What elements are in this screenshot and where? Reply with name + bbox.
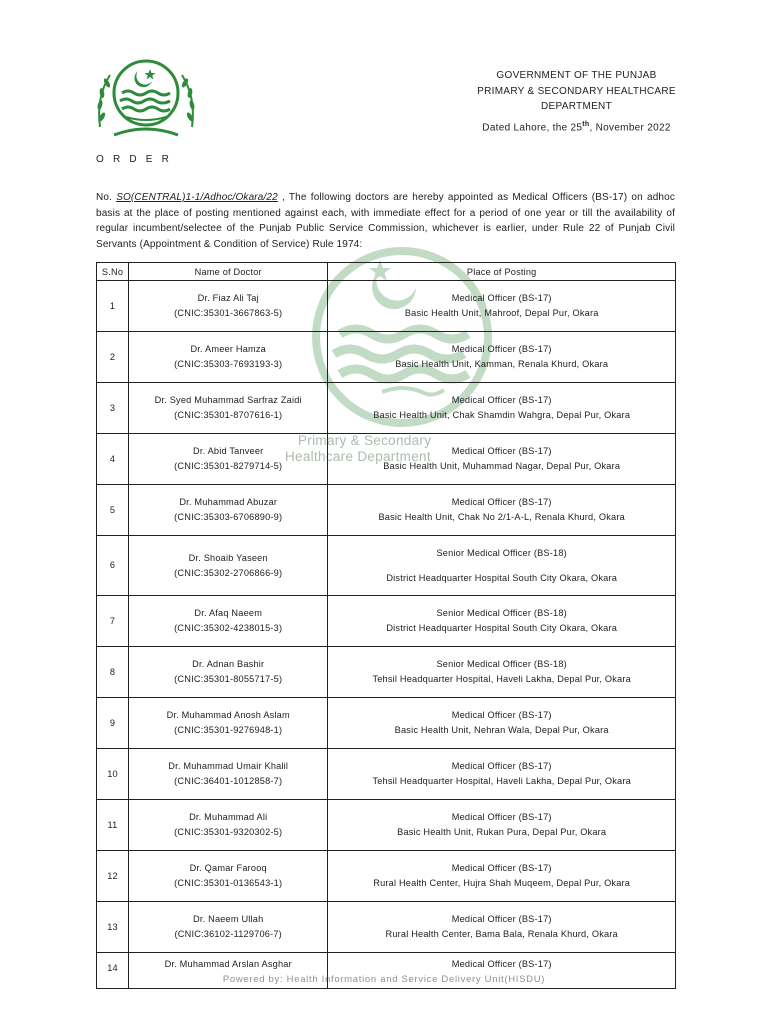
table-row: [97, 434, 676, 485]
row-sno: 3: [97, 383, 129, 434]
posting-place: Tehsil Headquarter Hospital, Haveli Lakha, Depal Pur, Okara: [372, 776, 631, 786]
table-row: [97, 698, 676, 749]
doctors-posting-table: [96, 262, 676, 989]
posting-designation: Medical Officer (BS-17): [451, 344, 552, 354]
department-header: [470, 68, 683, 135]
doctor-cell: [129, 332, 328, 383]
posting-designation: Senior Medical Officer (BS-18): [436, 659, 567, 669]
table-row: [97, 647, 676, 698]
table-row: [97, 596, 676, 647]
posting-cell: [328, 749, 676, 800]
doctor-cell: [129, 749, 328, 800]
doctor-name: Dr. Muhammad Abuzar: [179, 497, 278, 507]
order-body-text: , The following doctors are hereby appointed as Medical Officers (BS-17) on adhoc basis at the place of posting mentioned against each, with immediate effect for a period of one year or till the availability of regular incumbent/selectee of the Punjab Public Service Commission, whichever is earlier, under Rule 22 of Punjab Civil Servants (Appointment & Condition of Service) Rule 1974:: [96, 192, 675, 250]
doctor-cell: [129, 536, 328, 596]
doctor-cell: [129, 434, 328, 485]
row-sno: 11: [97, 800, 129, 851]
order-reference: SO(CENTRAL)1-1/Adhoc/Okara/22: [116, 192, 278, 203]
posting-place: Basic Health Unit, Kamman, Renala Khurd, Okara: [395, 359, 609, 369]
posting-cell: [328, 851, 676, 902]
posting-cell: [328, 485, 676, 536]
watermark-text-line2: Healthcare Department: [285, 449, 431, 464]
doctor-cell: [129, 698, 328, 749]
doctor-name: Dr. Muhammad Arslan Asghar: [164, 959, 292, 969]
posting-cell: [328, 647, 676, 698]
doctor-cnic: (CNIC:35303-7693193-3): [174, 359, 283, 369]
posting-place: Basic Health Unit, Mahroof, Depal Pur, Okara: [404, 308, 599, 318]
posting-place: Rural Health Center, Hujra Shah Muqeem, Depal Pur, Okara: [373, 878, 631, 888]
doctor-name: Dr. Syed Muhammad Sarfraz Zaidi: [154, 395, 302, 405]
row-sno: 12: [97, 851, 129, 902]
table-row: [97, 281, 676, 332]
doctor-cell: [129, 902, 328, 953]
posting-cell: [328, 434, 676, 485]
row-sno: 14: [97, 953, 129, 989]
table-row: [97, 851, 676, 902]
posting-cell: [328, 902, 676, 953]
doctor-name: Dr. Muhammad Anosh Aslam: [166, 710, 290, 720]
header-sno: S.No: [97, 263, 129, 281]
doctor-cnic: (CNIC:35301-3667863-5): [174, 308, 283, 318]
doctor-name: Dr. Qamar Farooq: [189, 863, 267, 873]
punjab-emblem-logo: [92, 57, 200, 141]
doctor-name: Dr. Muhammad Umair Khalil: [168, 761, 289, 771]
posting-designation: Medical Officer (BS-17): [451, 863, 552, 873]
watermark-text-line1: Primary & Secondary: [298, 433, 432, 448]
posting-cell: [328, 281, 676, 332]
posting-place: District Headquarter Hospital South City Okara, Okara: [386, 623, 618, 633]
dated-line: [470, 117, 683, 136]
posting-designation: Medical Officer (BS-17): [451, 395, 552, 405]
row-sno: 1: [97, 281, 129, 332]
doctor-cnic: (CNIC:35301-0136543-1): [174, 878, 283, 888]
table-row: [97, 800, 676, 851]
doctor-cnic: (CNIC:35302-2706866-9): [174, 567, 283, 578]
doctor-cnic: (CNIC:35302-4238015-3): [174, 623, 283, 633]
doctor-name: Dr. Naeem Ullah: [193, 914, 264, 924]
doctor-cnic: (CNIC:35301-9320302-5): [174, 827, 283, 837]
doctor-cnic: (CNIC:35303-6706890-9): [174, 512, 283, 522]
posting-cell: [328, 698, 676, 749]
row-sno: 6: [97, 536, 129, 596]
order-title: O R D E R: [96, 154, 173, 165]
posting-designation: Medical Officer (BS-17): [451, 710, 552, 720]
posting-designation: Senior Medical Officer (BS-18): [436, 608, 567, 618]
doctor-cnic: (CNIC:36102-1129706-7): [174, 929, 282, 939]
doctor-cell: [129, 596, 328, 647]
posting-place: Basic Health Unit, Nehran Wala, Depal Pur, Okara: [394, 725, 609, 735]
doctor-cell: [129, 647, 328, 698]
footer-powered-by: Powered by: Health Information and Service Delivery Unit(HISDU): [222, 974, 546, 985]
posting-place: Tehsil Headquarter Hospital, Haveli Lakha, Depal Pur, Okara: [372, 674, 631, 684]
order-no-prefix: No.: [96, 192, 117, 203]
doctor-name: Dr. Muhammad Ali: [189, 812, 268, 822]
posting-place: Basic Health Unit, Rukan Pura, Depal Pur, Okara: [397, 827, 607, 837]
doctor-name: Dr. Adnan Bashir: [192, 659, 265, 669]
posting-cell: [328, 536, 676, 596]
doctor-cnic: (CNIC:36401-1012858-7): [174, 776, 283, 786]
header-line-department-2: DEPARTMENT: [541, 101, 612, 112]
posting-designation: Medical Officer (BS-17): [451, 914, 552, 924]
doctor-cell: [129, 383, 328, 434]
header-line-government: GOVERNMENT OF THE PUNJAB: [496, 70, 657, 81]
doctor-cnic: (CNIC:35301-8707616-1): [174, 410, 283, 420]
posting-designation: Medical Officer (BS-17): [451, 812, 552, 822]
posting-cell: [328, 332, 676, 383]
row-sno: 8: [97, 647, 129, 698]
doctor-name: Dr. Afaq Naeem: [194, 608, 263, 618]
table-row: [97, 383, 676, 434]
posting-designation: Medical Officer (BS-17): [451, 446, 552, 456]
doctor-name: Dr. Ameer Hamza: [190, 344, 266, 354]
posting-cell: [328, 800, 676, 851]
table-row: [97, 485, 676, 536]
row-sno: 7: [97, 596, 129, 647]
posting-cell: [328, 596, 676, 647]
posting-designation: Senior Medical Officer (BS-18): [436, 547, 567, 558]
doctor-cnic: (CNIC:35301-8055717-5): [174, 674, 283, 684]
row-sno: 2: [97, 332, 129, 383]
doctor-name: Dr. Abid Tanveer: [192, 446, 264, 456]
dated-sup: th: [582, 120, 590, 128]
posting-place: Basic Health Unit, Muhammad Nagar, Depal Pur, Okara: [383, 461, 621, 471]
doctor-name: Dr. Fiaz Ali Taj: [197, 293, 259, 303]
table-row: [97, 902, 676, 953]
posting-designation: Medical Officer (BS-17): [451, 959, 552, 969]
doctor-cnic: (CNIC:35301-8279714-5): [174, 461, 283, 471]
posting-place: District Headquarter Hospital South City Okara, Okara: [386, 572, 618, 583]
header-place-of-posting: Place of Posting: [328, 263, 676, 281]
table-row: [97, 536, 676, 596]
row-sno: 13: [97, 902, 129, 953]
doctor-cnic: (CNIC:35301-9276948-1): [174, 725, 283, 735]
table-row: [97, 332, 676, 383]
row-sno: 9: [97, 698, 129, 749]
posting-designation: Medical Officer (BS-17): [451, 293, 552, 303]
row-sno: 4: [97, 434, 129, 485]
doctor-cell: [129, 851, 328, 902]
doctor-name: Dr. Shoaib Yaseen: [188, 552, 268, 563]
header-line-department: PRIMARY & SECONDARY HEALTHCARE: [477, 85, 676, 97]
posting-designation: Medical Officer (BS-17): [451, 761, 552, 771]
row-sno: 10: [97, 749, 129, 800]
row-sno: 5: [97, 485, 129, 536]
table-row: [97, 749, 676, 800]
dated-prefix: Dated Lahore, the 25: [482, 121, 583, 133]
posting-place: Basic Health Unit, Chak No 2/1-A-L, Renala Khurd, Okara: [378, 512, 625, 522]
posting-cell: [328, 383, 676, 434]
posting-place: Rural Health Center, Bama Bala, Renala Khurd, Okara: [385, 929, 618, 939]
dated-suffix: , November 2022: [589, 121, 671, 133]
doctor-cell: [129, 281, 328, 332]
posting-designation: Medical Officer (BS-17): [451, 497, 552, 507]
posting-place: Basic Health Unit, Chak Shamdin Wahgra, Depal Pur, Okara: [373, 410, 631, 420]
doctor-cell: [129, 485, 328, 536]
table-header-row: [97, 263, 676, 281]
header-name-of-doctor: Name of Doctor: [129, 263, 328, 281]
doctor-cell: [129, 800, 328, 851]
